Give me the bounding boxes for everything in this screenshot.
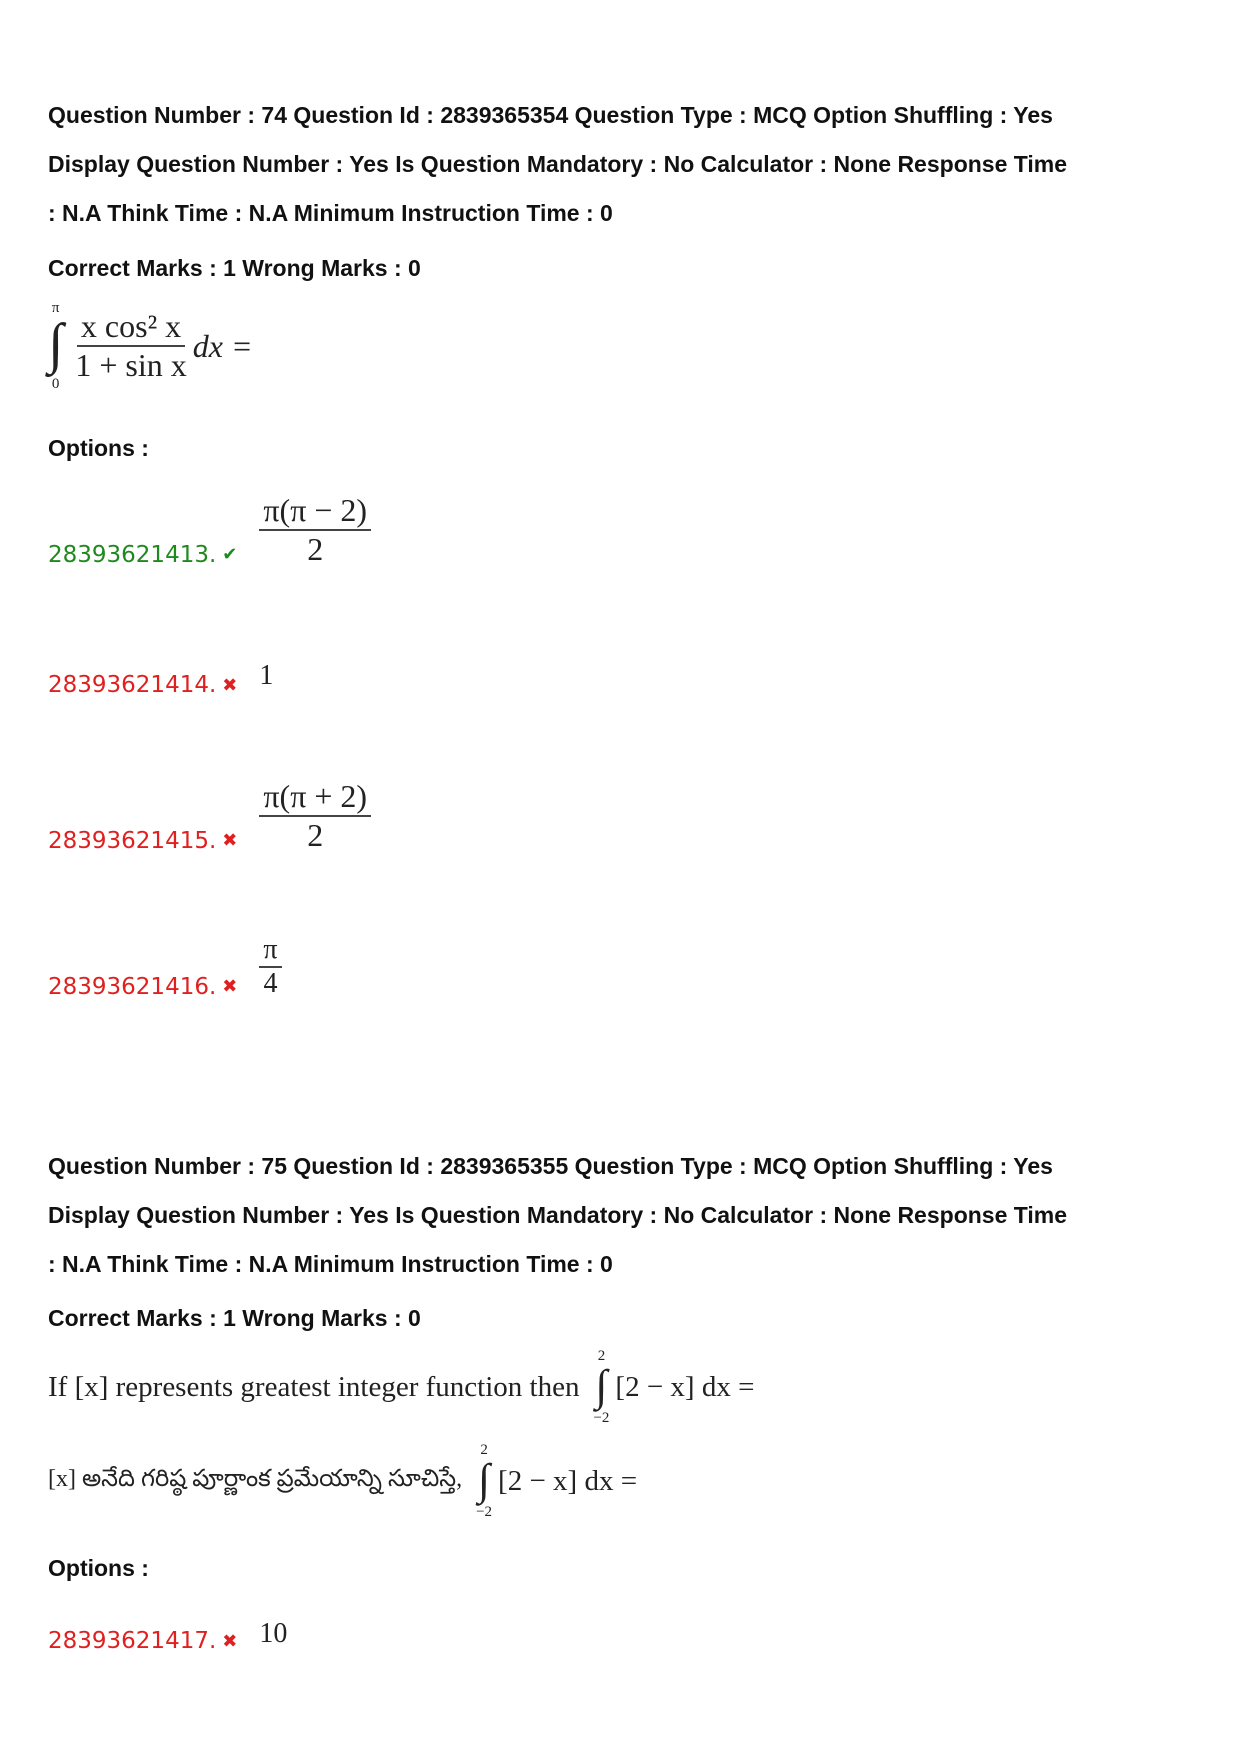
denominator: 2 [307, 530, 324, 567]
options-label: Options : [48, 1555, 149, 1581]
question-text-english: If [x] represents greatest integer function then [48, 1370, 580, 1403]
numerator: π [259, 934, 281, 968]
lower-limit: 0 [51, 376, 60, 392]
upper-limit: π [51, 300, 60, 316]
integrand: [2 − x] dx = [615, 1370, 755, 1403]
option-row[interactable] [48, 1618, 287, 1654]
option-id: 28393621416. [48, 974, 217, 1001]
option-formula [259, 934, 281, 1000]
option-value: 10 [259, 1618, 288, 1649]
lower-limit: −2 [593, 1410, 610, 1426]
option-row[interactable] [48, 778, 371, 854]
option-value: 1 [259, 660, 274, 691]
integral [48, 300, 63, 392]
cross-icon: ✖ [222, 829, 238, 851]
marks-info: Correct Marks : 1 Wrong Marks : 0 [48, 255, 421, 281]
option-id: 28393621413. [48, 541, 217, 568]
denominator: 1 + sin x [75, 347, 187, 383]
cross-icon: ✖ [222, 1631, 238, 1652]
options-label: Options : [48, 435, 149, 461]
option-formula [259, 492, 371, 568]
question-header: : N.A Think Time : N.A Minimum Instruction Time : 0 [48, 200, 613, 226]
upper-limit: 2 [480, 1442, 488, 1458]
option-row[interactable] [48, 934, 282, 1000]
option-row[interactable] [48, 660, 273, 698]
denominator: 2 [307, 816, 324, 853]
option-row[interactable] [48, 492, 371, 568]
question-line-english [48, 1348, 754, 1426]
integrand: [2 − x] dx = [498, 1464, 638, 1497]
numerator: π(π + 2) [259, 778, 371, 817]
cross-icon: ✖ [222, 976, 238, 998]
question-header: Question Number : 74 Question Id : 2839365354 Question Type : MCQ Option Shuffling : Yes [48, 102, 1053, 128]
question-formula [593, 1348, 754, 1426]
formula-tail: dx = [192, 327, 253, 364]
question-formula [476, 1442, 637, 1520]
question-text-telugu: [x] అనేది గరిష్ఠ పూర్ణాంక ప్రమేయాన్ని సూచిస్తే, [48, 1465, 463, 1492]
integral-sign: ∫ [48, 313, 64, 375]
option-id: 28393621417. [48, 1628, 217, 1654]
option-id: 28393621415. [48, 827, 217, 854]
numerator: x cos² x [77, 308, 185, 347]
question-header: Display Question Number : Yes Is Question Mandatory : No Calculator : None Response Time [48, 151, 1068, 177]
lower-limit: −2 [476, 1504, 493, 1520]
integral-sign: ∫ [595, 1361, 608, 1410]
marks-info: Correct Marks : 1 Wrong Marks : 0 [48, 1305, 421, 1331]
integral [593, 1348, 609, 1426]
upper-limit: 2 [597, 1348, 606, 1364]
integral [476, 1442, 492, 1520]
check-icon: ✔ [222, 543, 238, 565]
question-header: Display Question Number : Yes Is Question Mandatory : No Calculator : None Response Time [48, 1202, 1068, 1228]
option-formula [259, 778, 371, 854]
integral-sign: ∫ [478, 1455, 491, 1504]
question-header: : N.A Think Time : N.A Minimum Instruction Time : 0 [48, 1251, 613, 1277]
question-header: Question Number : 75 Question Id : 2839365355 Question Type : MCQ Option Shuffling : Yes [48, 1153, 1053, 1179]
option-id: 28393621414. [48, 672, 217, 698]
cross-icon: ✖ [222, 675, 238, 696]
denominator: 4 [263, 968, 278, 1000]
question-formula [48, 300, 253, 392]
numerator: π(π − 2) [259, 492, 371, 531]
question-line-telugu [48, 1442, 637, 1520]
